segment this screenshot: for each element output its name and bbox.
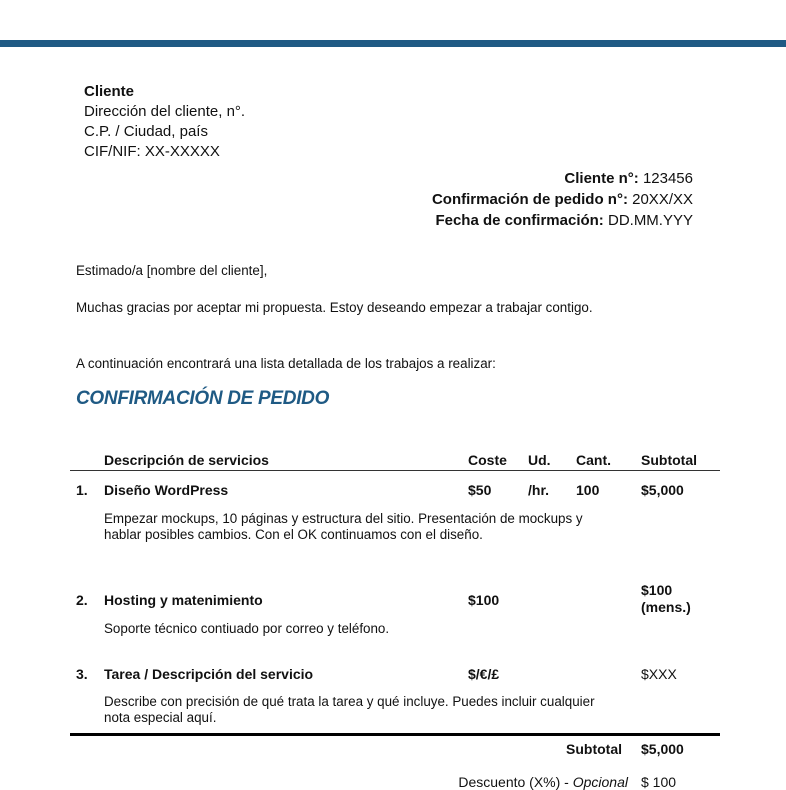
- confirmation-date: [432, 210, 693, 231]
- discount-optional: Opcional: [572, 774, 628, 790]
- order-meta: [432, 168, 693, 231]
- row-cost: $50: [468, 482, 492, 498]
- discount-value: $ 100: [641, 774, 677, 790]
- discount-label-text: Descuento (X%) -: [458, 774, 573, 790]
- subtotal-value: $5,000: [641, 741, 684, 757]
- row-subtotal-period: (mens.): [641, 599, 691, 615]
- totals-divider: [70, 733, 720, 736]
- client-number: [432, 168, 693, 189]
- intro-paragraph: A continuación encontrará una lista detallada de los trabajos a realizar:: [76, 356, 496, 371]
- row-qty: 100: [576, 482, 600, 498]
- client-number-value: 123456: [642, 170, 693, 187]
- discount-label: [458, 774, 628, 790]
- order-number: [432, 189, 693, 210]
- row-number: 2.: [76, 592, 88, 608]
- row-description: Soporte técnico contiuado por correo y teléfono.: [104, 621, 390, 636]
- client-number-label: Cliente n°:: [564, 170, 639, 187]
- row-subtotal: $5,000: [641, 482, 684, 498]
- thanks-paragraph: Muchas gracias por aceptar mi propuesta. Estoy deseando empezar a trabajar contigo.: [76, 300, 593, 315]
- client-city: C.P. / Ciudad, país: [84, 123, 208, 140]
- header-cost: Coste: [468, 452, 507, 468]
- confirmation-date-label: Fecha de confirmación:: [435, 212, 604, 229]
- order-number-label: Confirmación de pedido n°:: [431, 191, 628, 208]
- row-title: Diseño WordPress: [104, 482, 229, 498]
- header-unit: Ud.: [528, 452, 551, 468]
- header-subtotal: Subtotal: [641, 452, 697, 468]
- header-bar: [0, 40, 786, 47]
- row-subtotal: $XXX: [641, 666, 677, 682]
- row-title: Hosting y matenimiento: [104, 592, 263, 608]
- header-description: Descripción de servicios: [104, 452, 269, 468]
- row-cost: $/€/£: [468, 666, 500, 682]
- row-unit: /hr.: [528, 482, 550, 498]
- client-taxid: CIF/NIF: XX-XXXXX: [84, 143, 220, 160]
- row-cost: $100: [468, 592, 500, 608]
- row-description: Describe con precisión de qué trata la tarea y qué incluye. Puedes incluir cualquier nota especial aquí.: [104, 694, 595, 725]
- row-title: Tarea / Descripción del servicio: [104, 666, 314, 682]
- client-address: Dirección del cliente, n°.: [84, 103, 246, 120]
- client-block: [84, 82, 245, 162]
- row-number: 1.: [76, 482, 88, 498]
- header-qty: Cant.: [576, 452, 611, 468]
- greeting: Estimado/a [nombre del cliente],: [76, 263, 268, 278]
- section-title: CONFIRMACIÓN DE PEDIDO: [76, 388, 330, 409]
- header-divider: [70, 470, 720, 471]
- confirmation-date-value: DD.MM.YYY: [607, 212, 693, 229]
- row-subtotal-amount: $100: [641, 582, 673, 598]
- subtotal-label: Subtotal: [566, 741, 622, 757]
- row-description: Empezar mockups, 10 páginas y estructura del sitio. Presentación de mockups y hablar posibles cambios. Con el OK continuamos con el diseño.: [104, 511, 583, 542]
- row-number: 3.: [76, 666, 88, 682]
- row-subtotal: [641, 582, 691, 616]
- order-number-value: 20XX/XX: [632, 191, 693, 208]
- client-name: Cliente: [84, 83, 135, 100]
